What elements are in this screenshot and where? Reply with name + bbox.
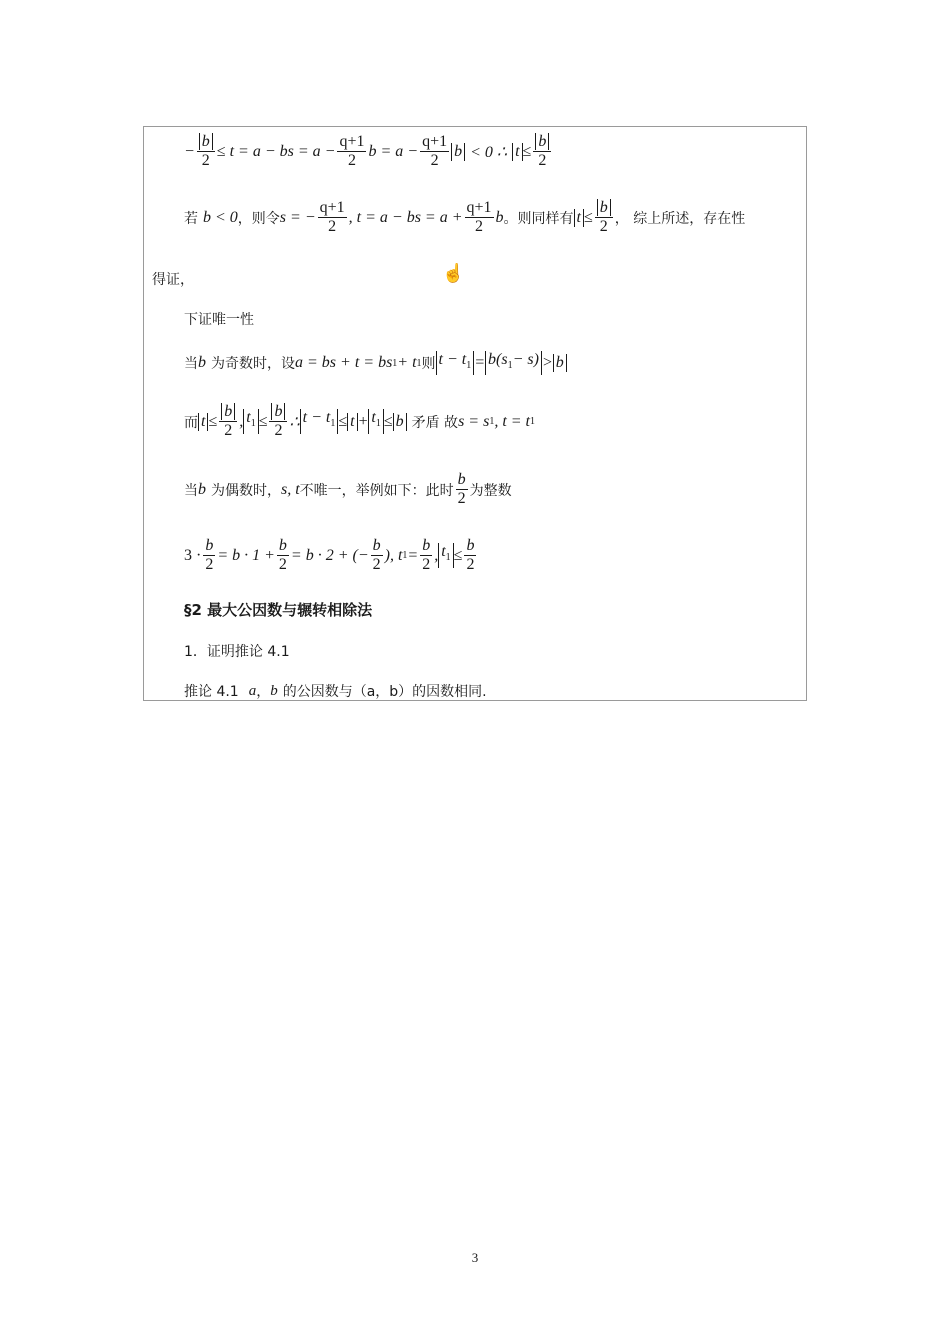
hand-cursor-icon: ☝: [442, 263, 465, 284]
section-heading: §2 最大公因数与辗转相除法: [184, 601, 373, 619]
page-number: 3: [471, 1250, 479, 1265]
equation-line-8: 3 · $\frac{b}{2}$ = b · 1 + $\frac{b}{2}$ = b · 2 + (− $\frac{b}{2}$ ), t 1 = $\frac{b}{2}$ , $t_1$ ≤ $\frac{b}{2}$: [184, 537, 475, 573]
text-line-4: 下证唯一性: [184, 312, 254, 328]
item-1: 1．证明推论 4.1: [184, 644, 290, 660]
equation-line-2: 若 b < 0 ，则令 s = − $\frac{q+1}{2}$ , t = a − bs = a + $\frac{q+1}{2}$ b 。则同样有 t ≤ $\frac{b}{2}$ ， 综上所述，存在性: [184, 199, 746, 235]
text-line-3: 得证，: [152, 272, 194, 288]
equation-line-1: − $\frac{b}{2}$ ≤ t = a − bs = a − $\frac{q+1}{2}$ b = a − $\frac{q+1}{2}$ b < 0 ∴ t ≤ $\frac{b}{2}$: [184, 133, 553, 170]
equation-line-6: 而 t ≤ $\frac{b}{2}$ , $t_1$ ≤ $\frac{b}{2}$ ∴ $t - t_1$ ≤ t + $t_1$ ≤ b 矛盾 故 s = s 1 , t = t 1: [184, 403, 535, 439]
equation-line-7: 当 b 为偶数时， s, t 不唯一，举例如下：此时 $\frac{b}{2}$ 为整数: [184, 471, 512, 507]
fraction-abs-b-over-2: $\frac{b}{2}$: [197, 133, 215, 170]
equation-line-5: 当 b 为奇数时，设 a = bs + t = bs 1 + t 1 则 $t - t_1$ = $b(s_1- s)$ > b: [184, 351, 567, 375]
item-2: 推论 4.1 a ， b 的公因数与（a，b）的因数相同.: [184, 682, 487, 700]
content-box: [143, 126, 807, 701]
